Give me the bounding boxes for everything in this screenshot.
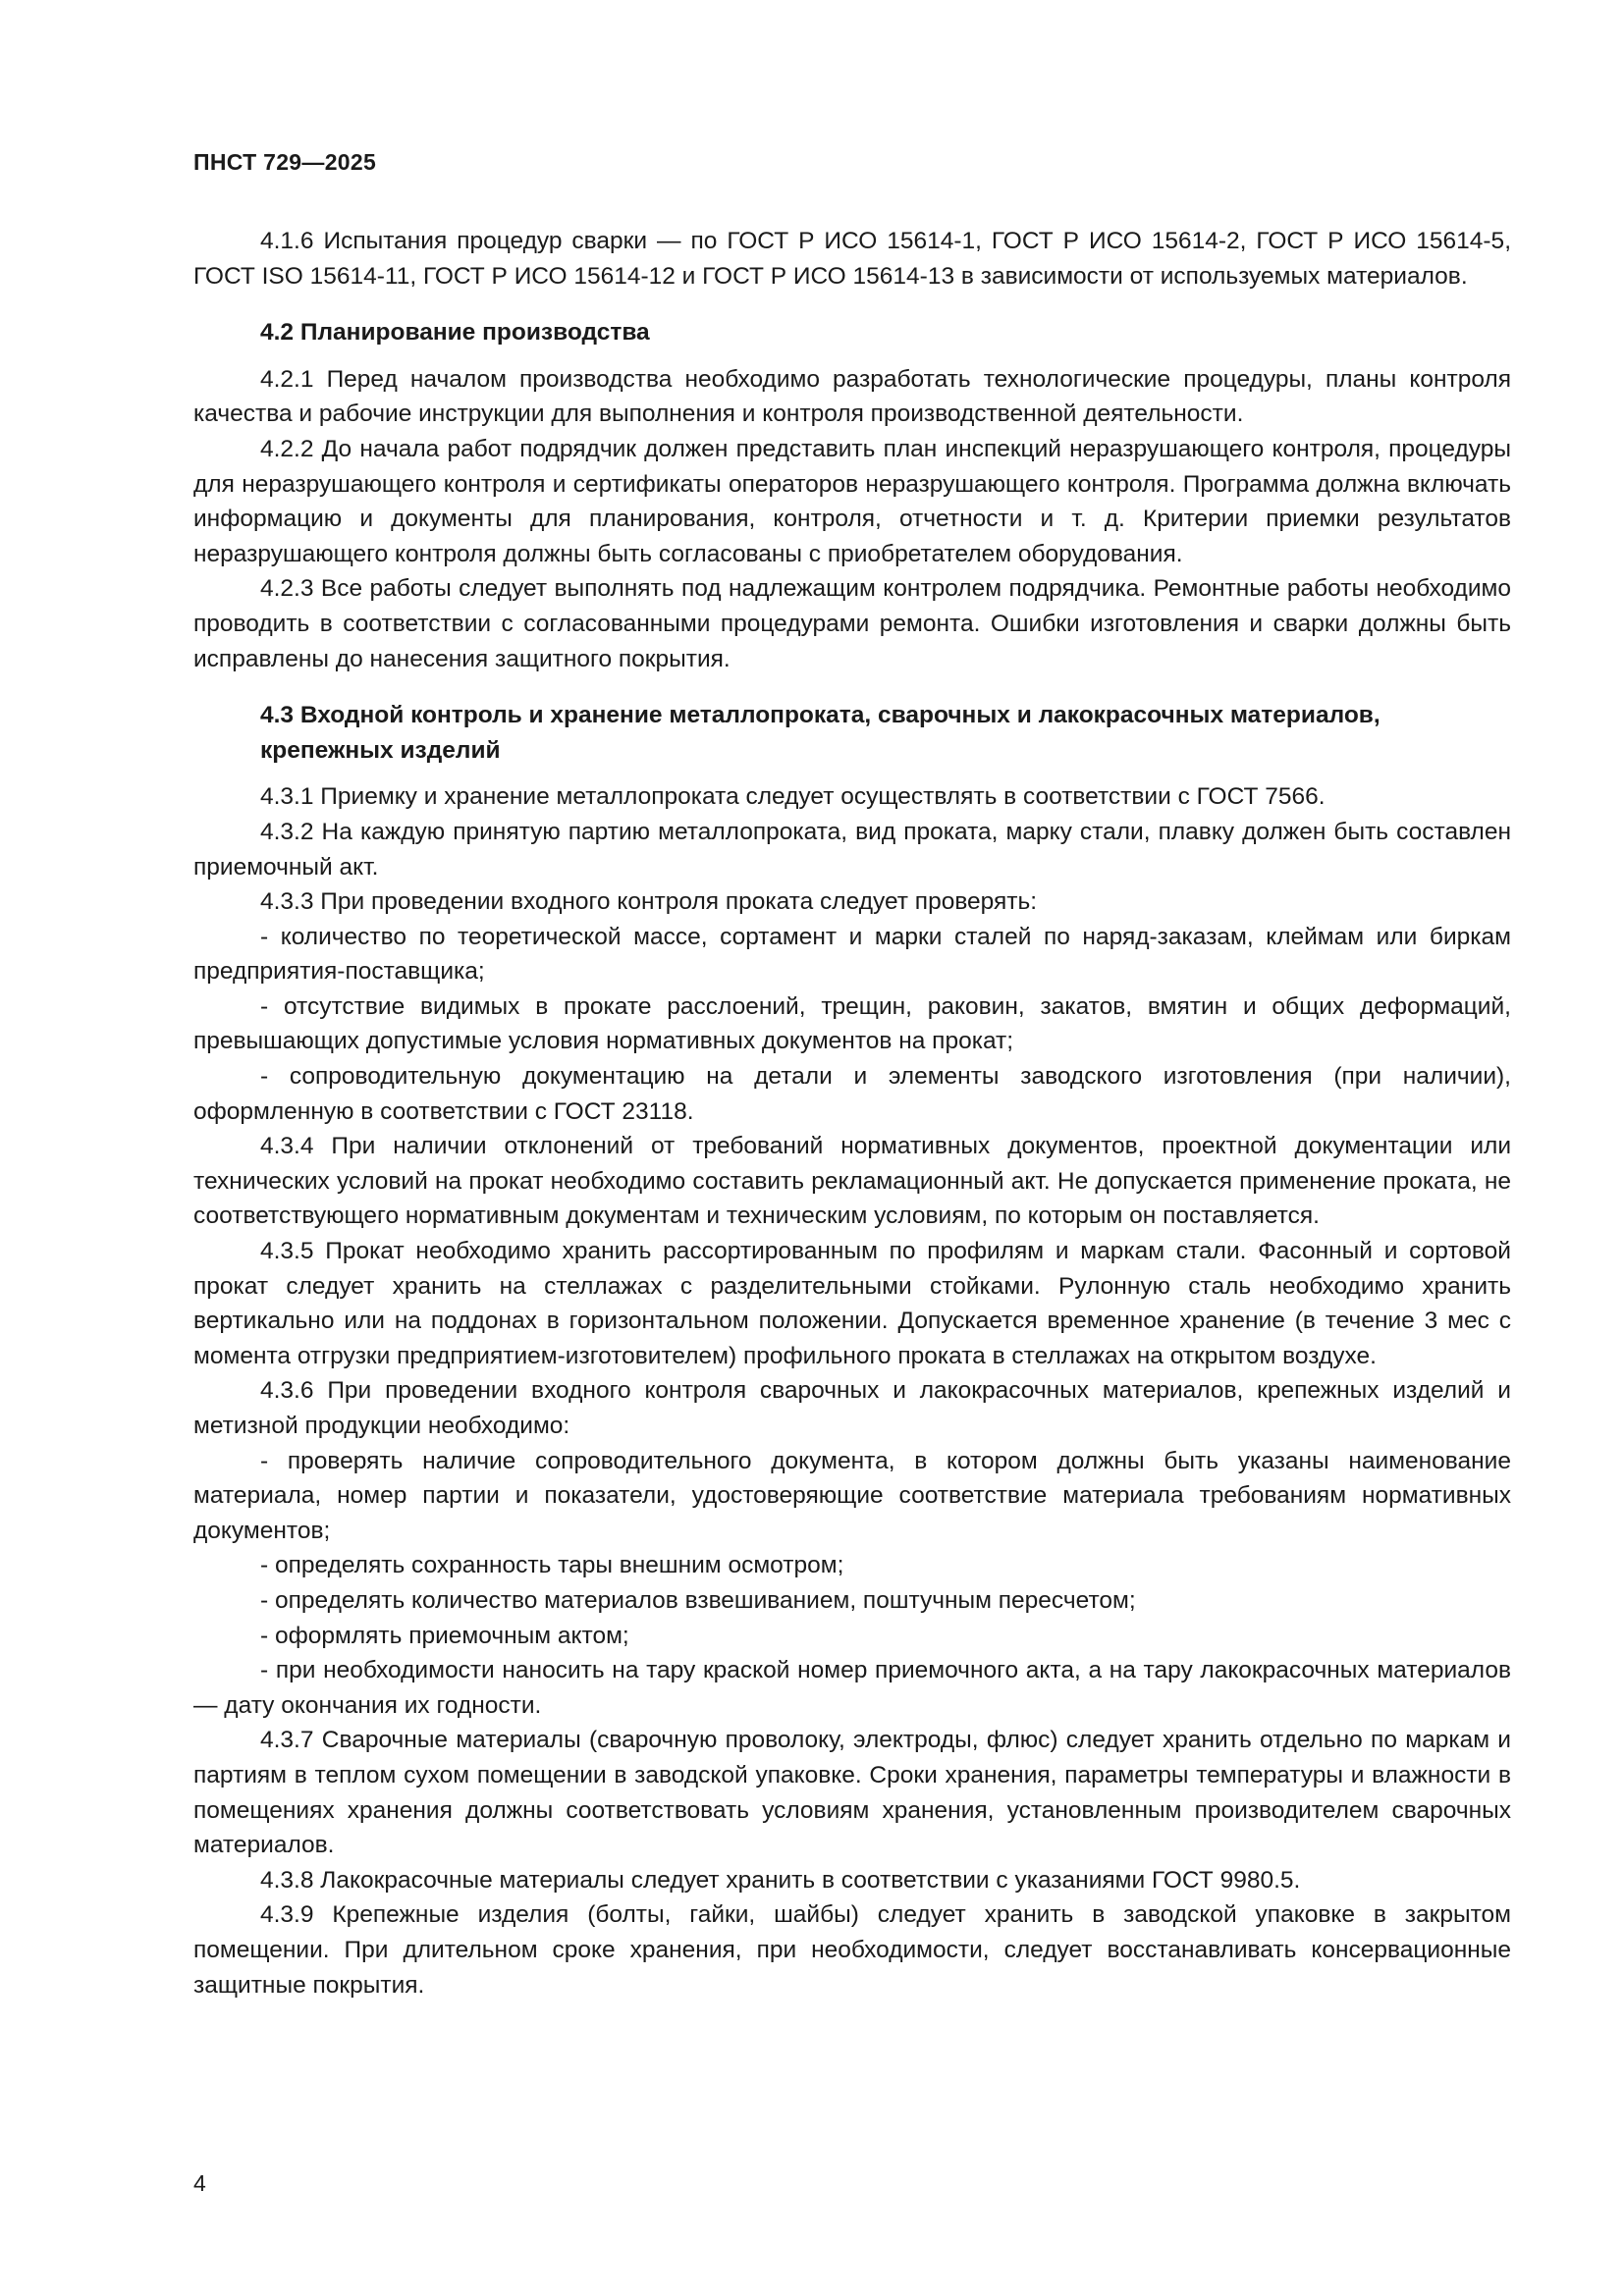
paragraph-4-3-6: 4.3.6 При проведении входного контроля сварочных и лакокрасочных материалов, крепежных изделий и метизной продукции необходимо: [193, 1377, 1511, 1439]
list-item: - определять сохранность тары внешним осмотром; [260, 1552, 844, 1579]
list-item: - сопроводительную документацию на детали и элементы заводского изготовления (при наличии), оформленную в соответствии с ГОСТ 23118. [193, 1063, 1511, 1125]
paragraph-4-3-9: 4.3.9 Крепежные изделия (болты, гайки, шайбы) следует хранить в заводской упаковке в закрытом помещении. При длительном сроке хранения, при необходимости, следует восстанавливать консервационные защитные покрытия. [193, 1901, 1511, 1999]
paragraph-4-3-4: 4.3.4 При наличии отклонений от требований нормативных документов, проектной документации или технических условий на прокат необходимо составить рекламационный акт. Не допускается применение проката, не соответствующего нормативным документам и техническим условиям, по которым он поставляется. [193, 1133, 1511, 1230]
document-code: ПНСТ 729—2025 [193, 149, 377, 175]
paragraph-4-2-3: 4.2.3 Все работы следует выполнять под надлежащим контролем подрядчика. Ремонтные работы необходимо проводить в соответствии с согласованными процедурами ремонта. Ошибки изготовления и сварки должны быть исправлены до нанесения защитного покрытия. [193, 575, 1511, 672]
heading-4-3: 4.3 Входной контроль и хранение металлопроката, сварочных и лакокрасочных материалов, крепежных изделий [260, 702, 1380, 764]
paragraph-4-2-2: 4.2.2 До начала работ подрядчик должен представить план инспекций неразрушающего контроля, процедуры для неразрушающего контроля и сертификаты операторов неразрушающего контроля. Программа должна включать информацию и документы для планирования, контроля, отчетности и т. д. Критерии приемки результатов неразрушающего контроля должны быть согласованы с приобретателем оборудования. [193, 435, 1511, 567]
paragraph-4-3-8: 4.3.8 Лакокрасочные материалы следует хранить в соответствии с указаниями ГОСТ 9980.5. [260, 1866, 1301, 1894]
paragraph-4-1-6: 4.1.6 Испытания процедур сварки — по ГОСТ Р ИСО 15614-1, ГОСТ Р ИСО 15614-2, ГОСТ Р ИСО 15614-5, ГОСТ ISO 15614-11, ГОСТ Р ИСО 15614-12 и ГОСТ Р ИСО 15614-13 в зависимости от используемых материалов. [193, 228, 1511, 290]
list-item: - оформлять приемочным актом; [260, 1622, 629, 1649]
list-item: - при необходимости наносить на тару краской номер приемочного акта, а на тару лакокрасочных материалов — дату окончания их годности. [193, 1657, 1511, 1719]
heading-4-2: 4.2 Планирование производства [260, 319, 650, 347]
page-number: 4 [193, 2170, 206, 2196]
paragraph-4-3-1: 4.3.1 Приемку и хранение металлопроката следует осуществлять в соответствии с ГОСТ 7566. [260, 783, 1326, 811]
list-item: - отсутствие видимых в прокате расслоений, трещин, раковин, закатов, вмятин и общих деформаций, превышающих допустимые условия нормативных документов на прокат; [193, 992, 1511, 1055]
paragraph-4-3-3: 4.3.3 При проведении входного контроля проката следует проверять: [260, 888, 1038, 916]
list-item: - определять количество материалов взвешиванием, поштучным пересчетом; [260, 1586, 1136, 1614]
paragraph-4-3-7: 4.3.7 Сварочные материалы (сварочную проволоку, электроды, флюс) следует хранить отдельно по маркам и партиям в теплом сухом помещении в заводской упаковке. Сроки хранения, параметры температуры и влажности в помещениях хранения должны соответствовать условиям хранения, установленным производителем сварочных материалов. [193, 1727, 1511, 1859]
list-item: - количество по теоретической массе, сортамент и марки сталей по наряд-заказам, клеймам или биркам предприятия-поставщика; [193, 923, 1511, 986]
paragraph-4-2-1: 4.2.1 Перед началом производства необходимо разработать технологические процедуры, планы контроля качества и рабочие инструкции для выполнения и контроля производственной деятельности. [193, 365, 1511, 428]
document-body [193, 224, 1511, 2002]
list-item: - проверять наличие сопроводительного документа, в котором должны быть указаны наименование материала, номер партии и показатели, удостоверяющие соответствие материала требованиям нормативных документов; [193, 1447, 1511, 1544]
paragraph-4-3-5: 4.3.5 Прокат необходимо хранить рассортированным по профилям и маркам стали. Фасонный и сортовой прокат следует хранить на стеллажах с разделительными стойками. Рулонную сталь необходимо хранить вертикально или на поддонах в горизонтальном положении. Допускается временное хранение (в течение 3 мес с момента отгрузки предприятием-изготовителем) профильного проката в стеллажах на открытом воздухе. [193, 1238, 1511, 1369]
paragraph-4-3-2: 4.3.2 На каждую принятую партию металлопроката, вид проката, марку стали, плавку должен быть составлен приемочный акт. [193, 818, 1511, 881]
